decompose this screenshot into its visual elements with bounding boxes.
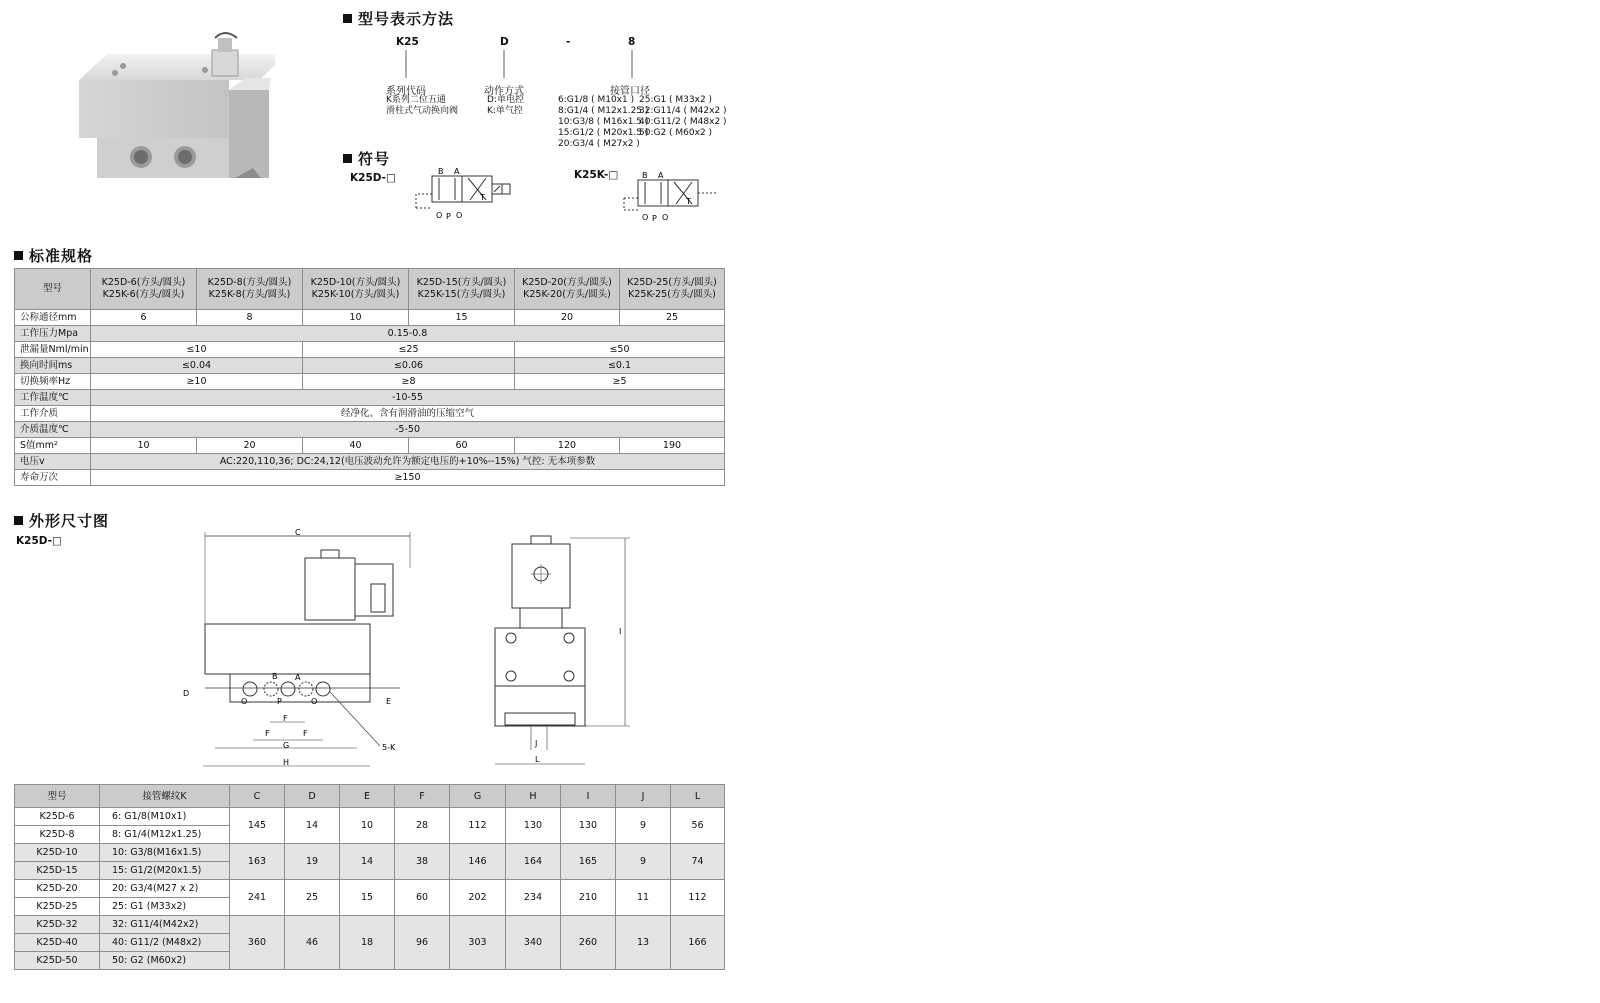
series-desc-1: K系列二位五通 xyxy=(386,95,446,105)
spec-row-leak: 泄漏量Nml/min ≤10 ≤25 ≤50 xyxy=(15,342,725,358)
port-size: 50:G2 ( M60x2 ) xyxy=(639,128,713,138)
dim-f: F xyxy=(303,729,308,738)
dim-g: G xyxy=(283,741,290,750)
dim-j: J xyxy=(535,739,538,748)
dim-row: K25D-25 25: G1 (M33x2) xyxy=(15,898,725,916)
port-size: 20:G3/4 ( M27x2 ) xyxy=(558,139,640,149)
series-desc-2: 滑柱式气动换向阀 xyxy=(386,106,459,116)
dim-row: K25D-40 40: G11/2 (M48x2) xyxy=(15,934,725,952)
symbol-port-b: B xyxy=(438,167,444,176)
dim-port-a: A xyxy=(295,673,301,682)
spec-row-s-value: S值mm² 10 20 40 60 120 190 xyxy=(15,438,725,454)
dim-port-o: O xyxy=(241,697,248,706)
dim-port-o: O xyxy=(311,697,318,706)
dim-e: E xyxy=(386,697,392,706)
dim-i: I xyxy=(619,627,622,636)
symbol-port-o: O xyxy=(436,211,443,220)
dimensions-title: 外形尺寸图 xyxy=(14,510,109,531)
symbol-title: 符号 xyxy=(343,148,390,169)
dim-h: H xyxy=(283,758,290,767)
spec-row-voltage: 电压v AC:220,110,36; DC:24,12(电压波动允许为额定电压的+10%--15%) 气控: 无本项参数 xyxy=(15,454,725,470)
spec-header-label: 型号 xyxy=(15,269,91,310)
ports-right-list xyxy=(639,95,727,139)
notation-leader-lines xyxy=(380,48,660,82)
dim-row: K25D-8 8: G1/4(M12x1.25) xyxy=(15,826,725,844)
dim-row: K25D-6 6: G1/8(M10x1) 145 14 10 28 112 130 130 9 56 xyxy=(15,808,725,826)
symbol-port-t: T xyxy=(686,197,691,206)
port-size: 8:G1/4 ( M12x1.25 ) xyxy=(558,106,649,116)
port-size: 40:G11/2 ( M48x2 ) xyxy=(639,117,727,127)
spec-row-freq: 切换频率Hz ≥10 ≥8 ≥5 xyxy=(15,374,725,390)
product-photo xyxy=(75,30,275,195)
symbol-k25d-label: K25D-□ xyxy=(350,172,396,184)
symbol-k25k-label: K25K-□ xyxy=(574,169,619,181)
dim-row: K25D-20 20: G3/4(M27 x 2) 241 25 15 60 202 234 210 11 112 xyxy=(15,880,725,898)
symbol-port-o: O xyxy=(456,211,463,220)
symbol-port-p: P xyxy=(446,212,451,221)
dim-row: K25D-50 50: G2 (M60x2) xyxy=(15,952,725,970)
spec-row-work-temp: 工作温度℃ -10-55 xyxy=(15,390,725,406)
dim-row: K25D-10 10: G3/8(M16x1.5) 163 19 14 38 146 164 165 9 74 xyxy=(15,844,725,862)
spec-model-cell: K25D-20(方头/圆头) K25K-20(方头/圆头) xyxy=(515,269,620,310)
spec-row-nominal: 公称通径mm 6 8 10 15 20 25 xyxy=(15,310,725,326)
symbol-port-a: A xyxy=(454,167,460,176)
dim-d: D xyxy=(183,689,190,698)
ports-left-list xyxy=(558,95,648,150)
code-d: D xyxy=(500,36,509,48)
code-8: 8 xyxy=(628,36,636,48)
spec-header-row xyxy=(15,269,725,310)
spec-row-medium: 工作介质 经净化、含有润滑油的压缩空气 xyxy=(15,406,725,422)
dim-row: K25D-15 15: G1/2(M20x1.5) xyxy=(15,862,725,880)
dim-port-b: B xyxy=(272,672,278,681)
dim-f: F xyxy=(265,729,270,738)
dim-l: L xyxy=(535,755,540,764)
action-d: D:单电控 xyxy=(487,95,524,105)
dim-k: 5-K xyxy=(382,743,396,752)
dimension-drawing xyxy=(175,528,645,773)
spec-table xyxy=(14,268,725,486)
symbol-port-t: T xyxy=(480,193,485,202)
spec-row-medium-temp: 介质温度℃ -5-50 xyxy=(15,422,725,438)
symbol-port-o: O xyxy=(642,213,649,222)
spec-model-cell: K25D-10(方头/圆头) K25K-10(方头/圆头) xyxy=(303,269,409,310)
port-size: 10:G3/8 ( M16x1.5 ) xyxy=(558,117,649,127)
dim-f: F xyxy=(283,714,288,723)
series-title: 系列代码 xyxy=(386,86,426,97)
port-size: 32:G11/4 ( M42x2 ) xyxy=(639,106,727,116)
port-size: 6:G1/8 ( M10x1 ) xyxy=(558,95,635,105)
symbol-port-b: B xyxy=(642,171,648,180)
spec-row-life: 寿命万次 ≥150 xyxy=(15,470,725,486)
spec-title: 标准规格 xyxy=(14,245,93,266)
dim-port-p: P xyxy=(277,697,282,706)
spec-model-cell: K25D-8(方头/圆头) K25K-8(方头/圆头) xyxy=(197,269,303,310)
spec-model-cell: K25D-6(方头/圆头) K25K-6(方头/圆头) xyxy=(91,269,197,310)
port-size: 15:G1/2 ( M20x1.5 ) xyxy=(558,128,649,138)
port-size: 25:G1 ( M33x2 ) xyxy=(639,95,713,105)
symbol-port-o: O xyxy=(662,213,669,222)
spec-model-cell: K25D-15(方头/圆头) K25K-15(方头/圆头) xyxy=(409,269,515,310)
spec-row-switch-time: 换向时间ms ≤0.04 ≤0.06 ≤0.1 xyxy=(15,358,725,374)
spec-model-cell: K25D-25(方头/圆头) K25K-25(方头/圆头) xyxy=(620,269,725,310)
dim-row: K25D-32 32: G11/4(M42x2) 360 46 18 96 303 340 260 13 166 xyxy=(15,916,725,934)
dim-c: C xyxy=(295,528,301,537)
dimension-table xyxy=(14,784,725,970)
model-notation-title: 型号表示方法 xyxy=(343,8,454,29)
code-dash: - xyxy=(566,36,571,48)
symbol-port-p: P xyxy=(652,214,657,223)
symbol-port-a: A xyxy=(658,171,664,180)
code-k25: K25 xyxy=(396,36,419,48)
valve-symbol-k25d xyxy=(414,164,520,222)
port-title: 接管口径 xyxy=(610,86,650,97)
spec-row-pressure: 工作压力Mpa 0.15-0.8 xyxy=(15,326,725,342)
dim-header-row: 型号 接管螺纹K C D E F G H I J L xyxy=(15,785,725,808)
drawing-label: K25D-□ xyxy=(16,535,62,547)
action-k: K:单气控 xyxy=(487,106,523,116)
action-title: 动作方式 xyxy=(484,86,524,97)
valve-symbol-k25k xyxy=(622,168,722,224)
